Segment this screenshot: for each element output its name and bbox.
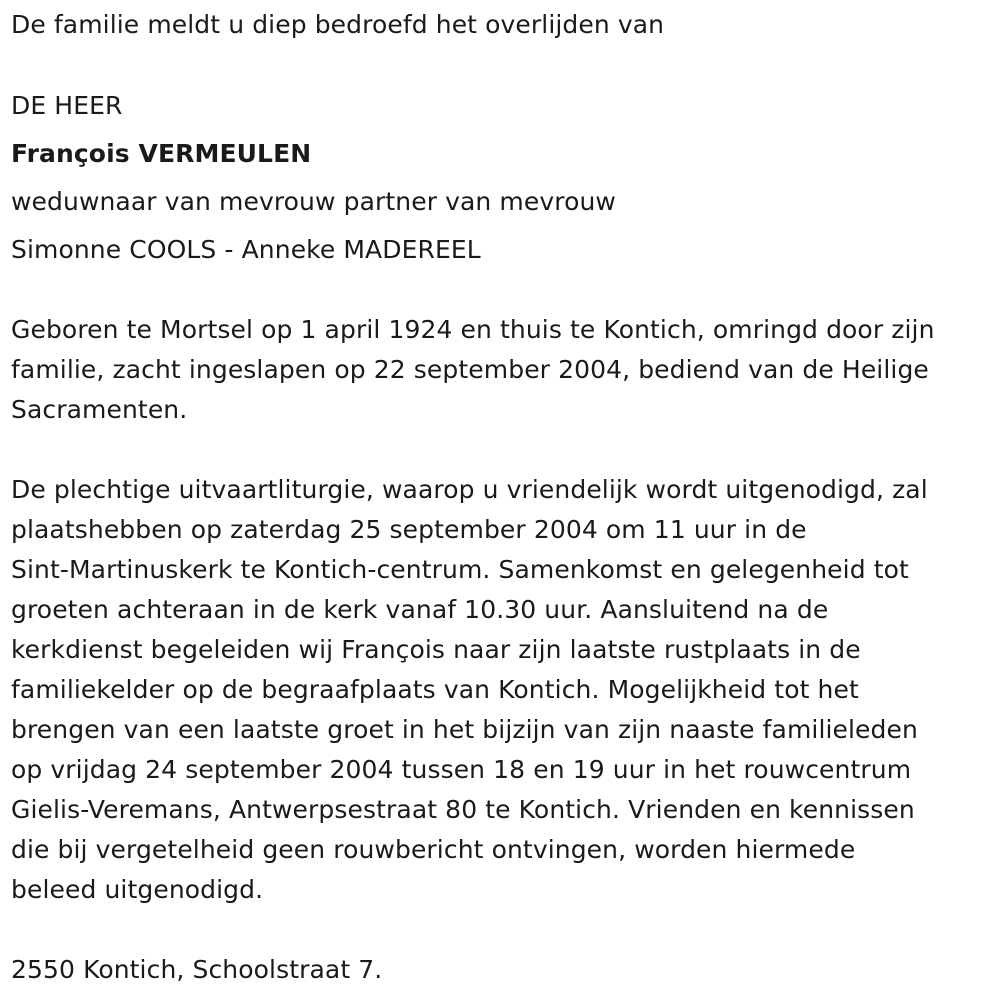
funeral-line: kerkdienst begeleiden wij François naar zijn laatste rustplaats in de bbox=[11, 635, 861, 664]
funeral-line: De plechtige uitvaartliturgie, waarop u vriendelijk wordt uitgenodigd, zal bbox=[11, 475, 928, 504]
birth-death-line: Geboren te Mortsel op 1 april 1924 en thuis te Kontich, omringd door zijn bbox=[11, 315, 935, 344]
funeral-line: Gielis-Veremans, Antwerpsestraat 80 te Kontich. Vrienden en kennissen bbox=[11, 795, 915, 824]
funeral-line: familiekelder op de begraafplaats van Kontich. Mogelijkheid tot het bbox=[11, 675, 859, 704]
honorific-title: DE HEER bbox=[11, 91, 123, 120]
funeral-line: plaatshebben op zaterdag 25 september 2004 om 11 uur in de bbox=[11, 515, 807, 544]
intro-text: De familie meldt u diep bedroefd het overlijden van bbox=[11, 10, 665, 39]
partner-names: Simonne COOLS - Anneke MADEREEL bbox=[11, 235, 481, 264]
address-text: 2550 Kontich, Schoolstraat 7. bbox=[11, 955, 383, 984]
funeral-line: groeten achteraan in de kerk vanaf 10.30 uur. Aansluitend na de bbox=[11, 595, 829, 624]
funeral-line: Sint-Martinuskerk te Kontich-centrum. Samenkomst en gelegenheid tot bbox=[11, 555, 909, 584]
funeral-line: brengen van een laatste groet in het bijzijn van zijn naaste familieleden bbox=[11, 715, 918, 744]
funeral-line: die bij vergetelheid geen rouwbericht ontvingen, worden hiermede bbox=[11, 835, 856, 864]
funeral-line: op vrijdag 24 september 2004 tussen 18 en 19 uur in het rouwcentrum bbox=[11, 755, 912, 784]
birth-death-line: Sacramenten. bbox=[11, 395, 188, 424]
birth-death-line: familie, zacht ingeslapen op 22 september 2004, bediend van de Heilige bbox=[11, 355, 929, 384]
funeral-line: beleed uitgenodigd. bbox=[11, 875, 264, 904]
relation-text: weduwnaar van mevrouw partner van mevrouw bbox=[11, 187, 616, 216]
deceased-name: François VERMEULEN bbox=[11, 139, 312, 168]
